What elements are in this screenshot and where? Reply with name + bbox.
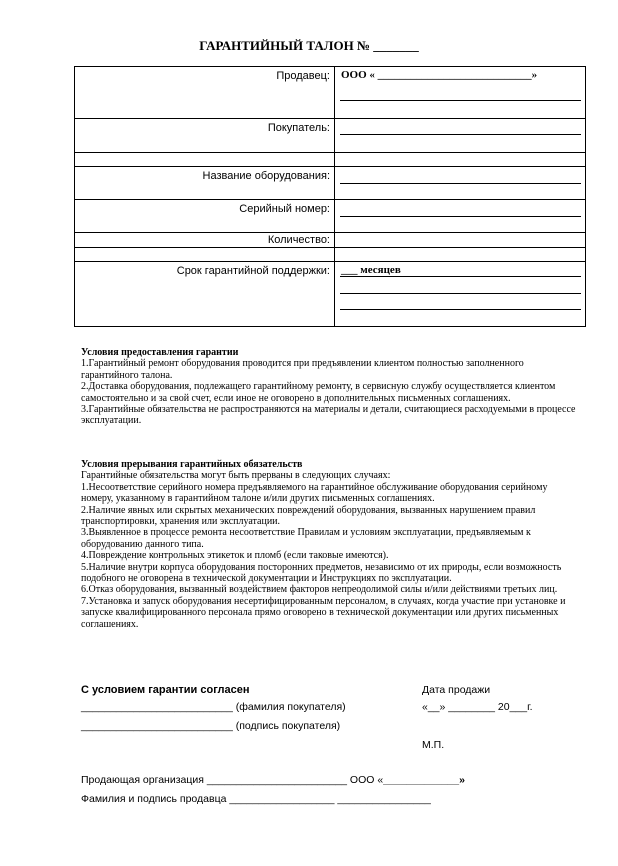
serial-label: [75, 200, 335, 233]
equipment-underline: [340, 183, 581, 184]
buyer-signature-line[interactable]: __________________________ (подпись покупателя): [81, 720, 341, 732]
spacer-field-2: [335, 248, 586, 262]
page-title: ГАРАНТИЙНЫЙ ТАЛОН № _______: [199, 38, 419, 53]
termination-section: [81, 459, 581, 630]
termination-item-6: 6.Отказ оборудования, вызванный воздействием факторов непреодолимой силы и/или действиями третьих лиц.: [81, 584, 558, 596]
serial-label-text: Серийный номер:: [239, 203, 330, 215]
conditions-title: Условия предоставления гарантии: [81, 347, 239, 358]
buyer-label: [75, 119, 335, 153]
termination-title: Условия прерывания гарантийных обязательств: [81, 459, 303, 470]
warranty-form-table: [74, 66, 586, 327]
quantity-label: [75, 233, 335, 248]
conditions-item-3: 3.Гарантийные обязательства не распространяются на материалы и детали, считающиеся расходуемыми в процессе эксплуатации.: [81, 404, 576, 427]
termination-intro: Гарантийные обязательства могут быть прерваны в следующих случаях:: [81, 470, 391, 482]
seller-field[interactable]: [335, 67, 586, 119]
conditions-section: [81, 347, 581, 427]
seller-org-label: Продающая организация ________________________ ООО «: [81, 774, 384, 786]
serial-underline: [340, 216, 581, 217]
warranty-value: ___ месяцев: [341, 264, 401, 276]
sale-date-field[interactable]: «__» ________ 20___г.: [422, 701, 533, 713]
agree-heading: С условием гарантии согласен: [81, 684, 250, 696]
termination-item-1: 1.Несоответствие серийного номера предъявляемого на гарантийное обслуживание оборудования серийному номеру, указанному в гарантийном талоне и/или других письменных соглашениях.: [81, 481, 548, 505]
stamp-label: М.П.: [422, 739, 445, 751]
seller-label: [75, 67, 335, 119]
sale-date-label: Дата продажи: [422, 684, 491, 696]
buyer-surname-line[interactable]: __________________________ (фамилия покупателя): [81, 701, 346, 713]
buyer-underline: [340, 134, 581, 135]
termination-item-5: 5.Наличие внутри корпуса оборудования посторонних предметов, независимо от их природы, если возможность подобного не оговорена в технической документации и Инструкциях по эксплуатации.: [81, 561, 562, 585]
conditions-item-2: 2.Доставка оборудования, подлежащего гарантийному ремонту, в сервисную службу осуществляется клиентом самостоятельно и за свой счет, если иное не оговорено в дополнительных письменных соглашениях.: [81, 381, 556, 404]
termination-item-7: 7.Установка и запуск оборудования несертифицированным персоналом, в случаях, когда участие при установке и запуске квалифицированного персонала прямо оговорено в технической документации или других письменных соглашениях.: [81, 595, 566, 630]
seller-value: ООО « ____________________________»: [341, 69, 538, 81]
serial-field[interactable]: [335, 200, 586, 233]
warranty-underline-2: [340, 293, 581, 294]
buyer-label-text: Покупатель:: [267, 122, 330, 134]
spacer-label-2: [75, 248, 335, 262]
warranty-label-text: Срок гарантийной поддержки:: [176, 265, 330, 277]
equipment-field[interactable]: [335, 167, 586, 200]
quantity-field[interactable]: [335, 233, 586, 248]
conditions-item-1: 1.Гарантийный ремонт оборудования проводится при предъявлении клиентом полностью заполненного гарантийного талона.: [81, 358, 524, 381]
seller-label-text: Продавец:: [276, 70, 330, 82]
termination-item-4: 4.Повреждение контрольных этикеток и пломб (если таковые имеются).: [81, 550, 389, 562]
termination-item-3: 3.Выявленное в процессе ремонта несоответствие Правилам и условиям эксплуатации, предъявляемым к оборудованию данного типа.: [81, 527, 531, 550]
equipment-label-text: Название оборудования:: [202, 170, 330, 182]
quantity-label-text: Количество:: [267, 234, 330, 246]
seller-org-line[interactable]: [81, 774, 465, 786]
warranty-field[interactable]: [335, 262, 586, 327]
equipment-label: [75, 167, 335, 200]
seller-org-blank: _____________: [383, 774, 460, 786]
seller-underline: [340, 100, 581, 101]
warranty-label: [75, 262, 335, 327]
seller-name-signature-line[interactable]: Фамилия и подпись продавца __________________ ________________: [81, 793, 431, 805]
spacer-label-1: [75, 153, 335, 167]
warranty-underline-3: [340, 309, 581, 310]
seller-org-close: »: [459, 774, 465, 786]
warranty-underline-1: [340, 276, 581, 277]
spacer-field-1: [335, 153, 586, 167]
termination-item-2: 2.Наличие явных или скрытых механических повреждений оборудования, вызванных нарушением правил транспортировки, хранения или эксплуатации.: [81, 504, 536, 528]
buyer-field[interactable]: [335, 119, 586, 153]
